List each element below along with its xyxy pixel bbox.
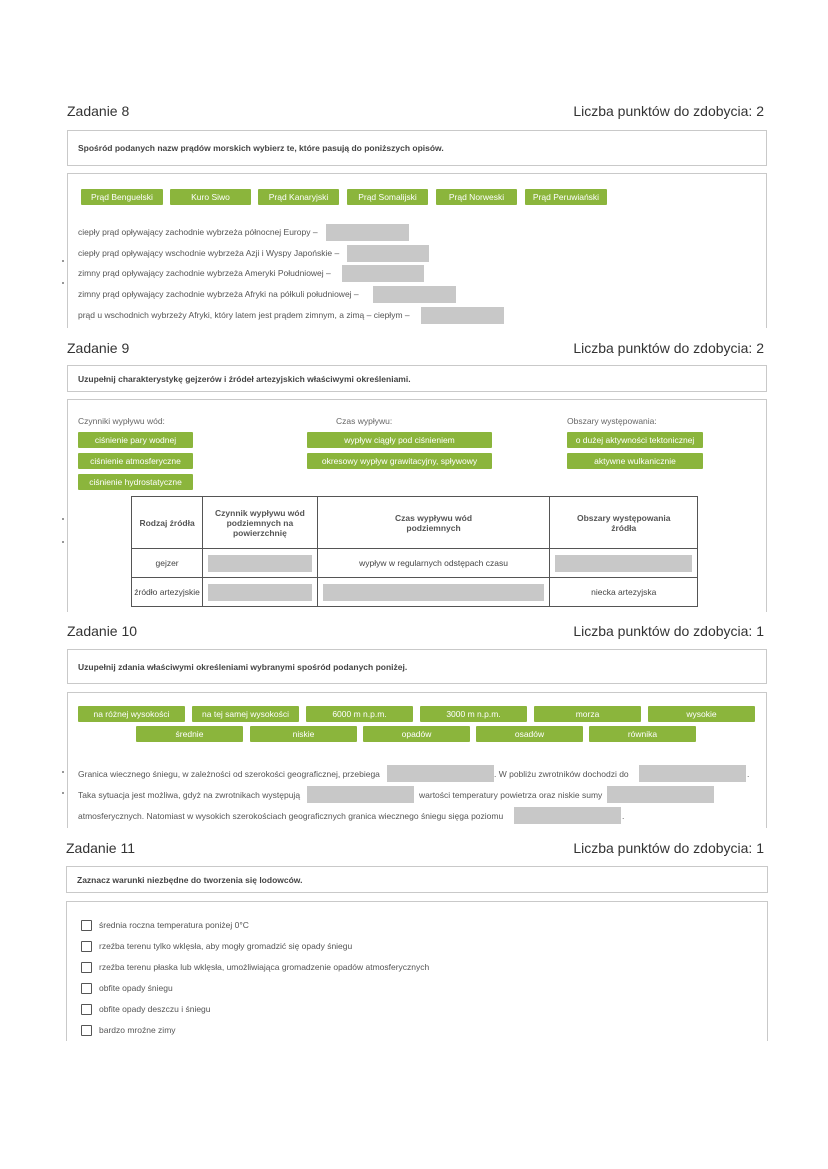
- margin-dot: [62, 541, 64, 543]
- task8-chip-4[interactable]: Prąd Norweski: [436, 189, 517, 205]
- task11-option-2: rzeźba terenu płaska lub wklęsła, umożliwiająca gromadzenie opadów atmosferycznych: [99, 962, 430, 972]
- task11-checkbox-3[interactable]: [81, 983, 92, 994]
- task10-answer-0[interactable]: [387, 765, 494, 782]
- table-cell-artesian: źródło artezyjskie: [132, 578, 203, 607]
- task10-sentence-3a: atmosferycznych. Natomiast w wysokich szerokościach geograficznych granica wiecznego śniegu sięga poziomu: [78, 811, 504, 821]
- answer-gap[interactable]: [323, 584, 545, 601]
- task10-chip-4[interactable]: morza: [534, 706, 641, 722]
- task9-table: [131, 496, 698, 607]
- task8-chip-2[interactable]: Prąd Kanaryjski: [258, 189, 339, 205]
- margin-dot: [62, 771, 64, 773]
- task10-instruction: Uzupełnij zdania właściwymi określeniami wybranymi spośród podanych poniżej.: [67, 649, 767, 684]
- table-header-area: Obszary występowania źródła: [550, 497, 698, 549]
- task11-checkbox-4[interactable]: [81, 1004, 92, 1015]
- task8-instruction: Spośród podanych nazw prądów morskich wybierz te, które pasują do poniższych opisów.: [67, 130, 767, 166]
- table-header-type: Rodzaj źródła: [132, 497, 203, 549]
- task8-answer-2[interactable]: [342, 265, 424, 282]
- task9-group3-label: Obszary występowania:: [567, 416, 657, 426]
- margin-dot: [62, 792, 64, 794]
- task9-title: Zadanie 9: [67, 340, 130, 356]
- task10-chip-3[interactable]: 3000 m n.p.m.: [420, 706, 527, 722]
- task11-option-5: bardzo mroźne zimy: [99, 1025, 176, 1035]
- task9-chip-pressure-steam[interactable]: ciśnienie pary wodnej: [78, 432, 193, 448]
- task11-checkbox-1[interactable]: [81, 941, 92, 952]
- task10-chip-6[interactable]: średnie: [136, 726, 243, 742]
- task10-sentence-3b: .: [622, 811, 625, 821]
- task11-instruction: Zaznacz warunki niezbędne do tworzenia się lodowców.: [66, 866, 768, 893]
- task10-answer-3[interactable]: [607, 786, 714, 803]
- task10-chip-5[interactable]: wysokie: [648, 706, 755, 722]
- answer-gap[interactable]: [208, 584, 312, 601]
- task8-line-2: zimny prąd opływający zachodnie wybrzeża Ameryki Południowej –: [78, 268, 331, 278]
- task10-chip-10[interactable]: równika: [589, 726, 696, 742]
- task10-sentence-1b: . W pobliżu zwrotników dochodzi do: [494, 769, 629, 779]
- task8-title: Zadanie 8: [67, 103, 130, 119]
- task9-instruction: Uzupełnij charakterystykę gejzerów i źródeł artezyjskich właściwymi określeniami.: [67, 365, 767, 392]
- task9-group1-label: Czynniki wypływu wód:: [78, 416, 165, 426]
- margin-dot: [62, 282, 64, 284]
- table-cell-artesian-factor[interactable]: [203, 578, 318, 607]
- task9-points: Liczba punktów do zdobycia: 2: [573, 340, 764, 356]
- task10-answer-2[interactable]: [307, 786, 414, 803]
- margin-dot: [62, 260, 64, 262]
- task9-chip-continuous[interactable]: wypływ ciągły pod ciśnieniem: [307, 432, 492, 448]
- table-cell-geyser-time: wypływ w regularnych odstępach czasu: [317, 549, 550, 578]
- task10-sentence-1a: Granica wiecznego śniegu, w zależności od szerokości geograficznej, przebiega: [78, 769, 380, 779]
- table-cell-geyser-factor[interactable]: [203, 549, 318, 578]
- task9-chip-pressure-hydro[interactable]: ciśnienie hydrostatyczne: [78, 474, 193, 490]
- table-cell-artesian-area: niecka artezyjska: [550, 578, 698, 607]
- table-cell-geyser: gejzer: [132, 549, 203, 578]
- task11-checkbox-5[interactable]: [81, 1025, 92, 1036]
- answer-gap[interactable]: [208, 555, 312, 572]
- task8-answer-1[interactable]: [347, 245, 429, 262]
- task8-line-1: ciepły prąd opływający wschodnie wybrzeża Azji i Wyspy Japońskie –: [78, 248, 340, 258]
- task8-line-4: prąd u wschodnich wybrzeży Afryki, który latem jest prądem zimnym, a zimą – ciepłym –: [78, 310, 410, 320]
- table-cell-artesian-time[interactable]: [317, 578, 550, 607]
- table-header-time: Czas wypływu wód podziemnych: [317, 497, 550, 549]
- task8-line-3: zimny prąd opływający zachodnie wybrzeża Afryki na półkuli południowej –: [78, 289, 359, 299]
- task10-chip-0[interactable]: na różnej wysokości: [78, 706, 185, 722]
- task11-option-0: średnia roczna temperatura poniżej 0°C: [99, 920, 249, 930]
- task11-title: Zadanie 11: [66, 840, 136, 856]
- margin-dot: [62, 518, 64, 520]
- task8-answer-0[interactable]: [326, 224, 409, 241]
- task10-chip-9[interactable]: osadów: [476, 726, 583, 742]
- table-header-factor: Czynnik wypływu wód podziemnych na powierzchnię: [203, 497, 318, 549]
- task8-line-0: ciepły prąd opływający zachodnie wybrzeża północnej Europy –: [78, 227, 318, 237]
- task10-chip-1[interactable]: na tej samej wysokości: [192, 706, 299, 722]
- task11-checkbox-0[interactable]: [81, 920, 92, 931]
- task11-option-4: obfite opady deszczu i śniegu: [99, 1004, 211, 1014]
- task10-answer-1[interactable]: [639, 765, 746, 782]
- task10-title: Zadanie 10: [67, 623, 138, 639]
- task10-chip-7[interactable]: niskie: [250, 726, 357, 742]
- task10-chip-8[interactable]: opadów: [363, 726, 470, 742]
- task9-chip-pressure-atm[interactable]: ciśnienie atmosferyczne: [78, 453, 193, 469]
- task10-sentence-2a: Taka sytuacja jest możliwa, gdyż na zwrotnikach występują: [78, 790, 301, 800]
- task9-chip-tectonic[interactable]: o dużej aktywności tektonicznej: [567, 432, 703, 448]
- task11-option-1: rzeźba terenu tylko wklęsła, aby mogły gromadzić się opady śniegu: [99, 941, 353, 951]
- task11-points: Liczba punktów do zdobycia: 1: [573, 840, 764, 856]
- task8-chip-1[interactable]: Kuro Siwo: [170, 189, 251, 205]
- task9-chip-volcanic[interactable]: aktywne wulkanicznie: [567, 453, 703, 469]
- task8-chip-5[interactable]: Prąd Peruwiański: [525, 189, 607, 205]
- task10-sentence-1c: .: [747, 769, 750, 779]
- task9-group2-label: Czas wypływu:: [336, 416, 393, 426]
- task10-sentence-2b: wartości temperatury powietrza oraz niskie sumy: [419, 790, 603, 800]
- task8-points: Liczba punktów do zdobycia: 2: [573, 103, 764, 119]
- task8-chip-3[interactable]: Prąd Somalijski: [347, 189, 428, 205]
- task11-checkbox-2[interactable]: [81, 962, 92, 973]
- task11-option-3: obfite opady śniegu: [99, 983, 173, 993]
- task9-chip-periodic[interactable]: okresowy wypływ grawitacyjny, spływowy: [307, 453, 492, 469]
- task8-chip-0[interactable]: Prąd Benguelski: [81, 189, 163, 205]
- answer-gap[interactable]: [555, 555, 692, 572]
- task10-answer-4[interactable]: [514, 807, 621, 824]
- task10-chip-2[interactable]: 6000 m n.p.m.: [306, 706, 413, 722]
- task8-answer-3[interactable]: [373, 286, 456, 303]
- task10-points: Liczba punktów do zdobycia: 1: [573, 623, 764, 639]
- task8-answer-4[interactable]: [421, 307, 504, 324]
- table-cell-geyser-area[interactable]: [550, 549, 698, 578]
